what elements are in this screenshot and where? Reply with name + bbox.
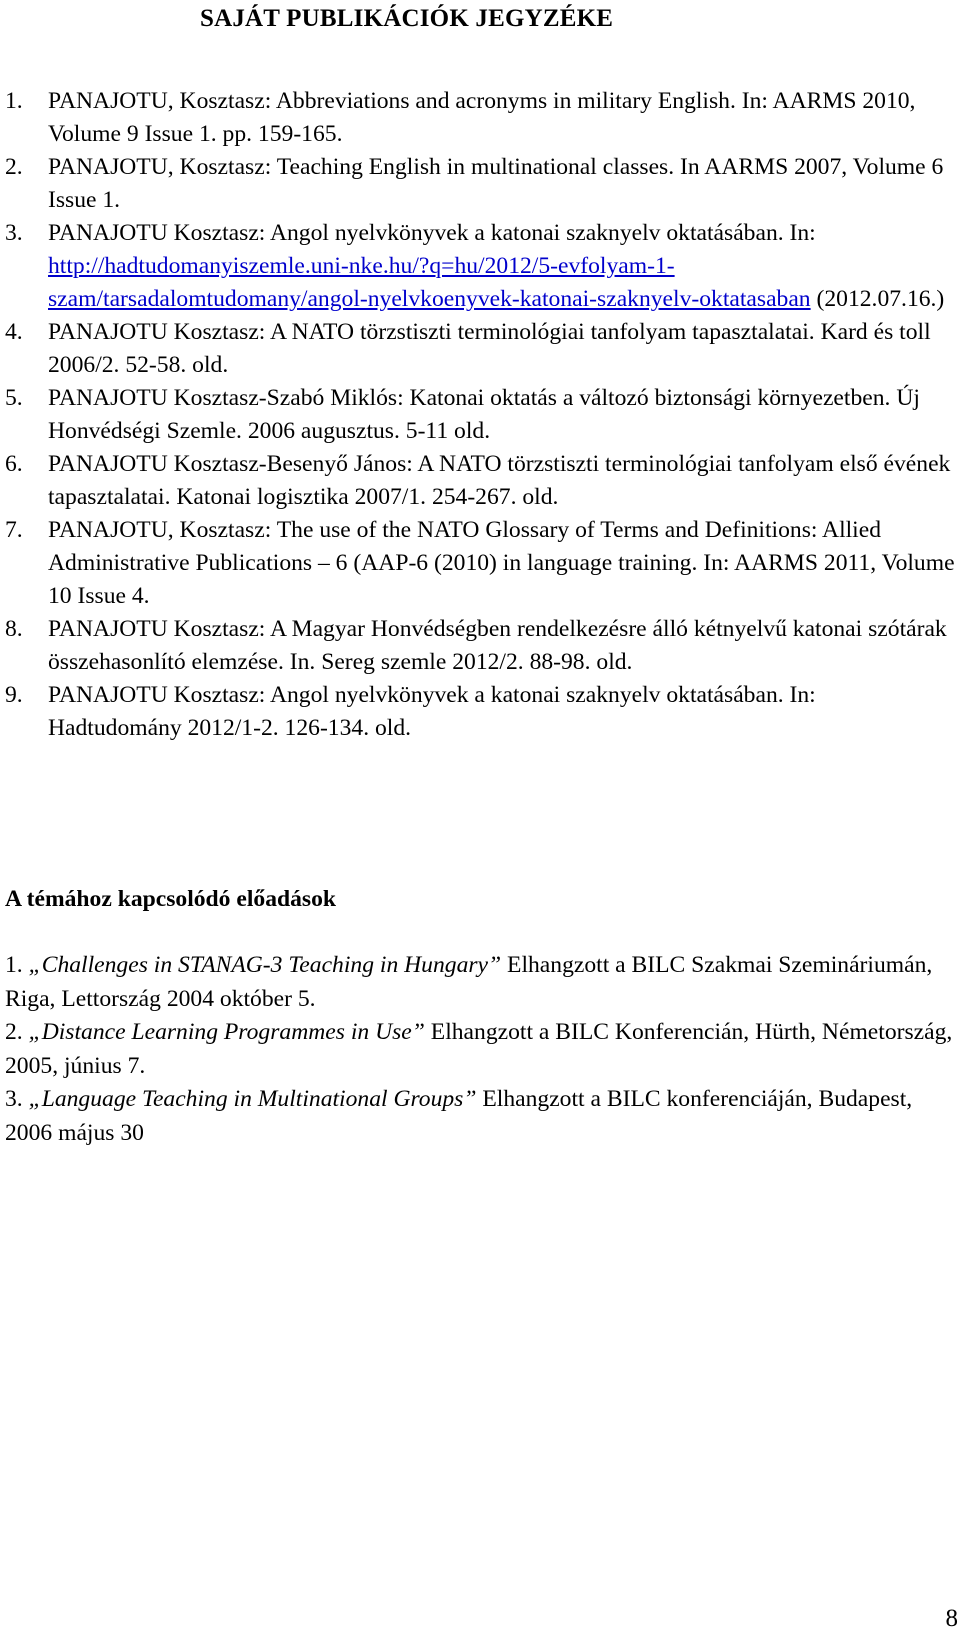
publication-text-lead: PANAJOTU Kosztasz: Angol nyelvkönyvek a katonai szaknyelv oktatásában. In: — [48, 220, 816, 246]
publication-text: PANAJOTU Kosztasz: A NATO törzstiszti terminológiai tanfolyam tapasztalatai. Kard és toll 2006/2. 52-58. old. — [48, 319, 931, 378]
publication-item-3 — [5, 217, 955, 316]
publication-number: 7. — [5, 517, 23, 543]
publication-number: 6. — [5, 451, 23, 477]
talk-details: Elhangzott a BILC Konferencián, Hürth, Németország, 2005, június 7. — [5, 1019, 953, 1079]
publication-number: 8. — [5, 616, 23, 642]
talk-item-2 — [5, 1016, 955, 1083]
publication-link[interactable]: http://hadtudomanyiszemle.uni-nke.hu/?q=hu/2012/5-evfolyam-1-szam/tarsadalomtudomany/angol-nyelvkoenyvek-katonai-szaknyelv-oktatasaban — [48, 253, 811, 312]
publication-number: 3. — [5, 220, 23, 246]
talk-details: Elhangzott a BILC Szakmai Szemináriumán, Riga, Lettország 2004 október 5. — [5, 952, 933, 1012]
page-title: SAJÁT PUBLIKÁCIÓK JEGYZÉKE — [200, 5, 614, 32]
talk-list — [5, 949, 955, 1150]
talk-number: 2. — [5, 1019, 29, 1045]
talk-number: 1. — [5, 952, 29, 978]
publication-item-5 — [5, 382, 955, 448]
publication-text: PANAJOTU Kosztasz: Angol nyelvkönyvek a katonai szaknyelv oktatásában. In: Hadtudomány 2012/1-2. 126-134. old. — [48, 682, 816, 741]
publication-text: PANAJOTU Kosztasz: A Magyar Honvédségben rendelkezésre álló kétnyelvű katonai szótárak összehasonlító elemzése. In. Sereg szemle 2012/2. 88-98. old. — [48, 616, 947, 675]
talk-title: „Challenges in STANAG-3 Teaching in Hungary” — [28, 952, 502, 978]
talk-item-3 — [5, 1083, 955, 1150]
publication-text: PANAJOTU, Kosztasz: Teaching English in multinational classes. In AARMS 2007, Volume 6 Issue 1. — [48, 154, 944, 213]
publication-number: 2. — [5, 154, 23, 180]
publication-item-2 — [5, 151, 955, 217]
publication-number: 4. — [5, 319, 23, 345]
publication-number: 9. — [5, 682, 23, 708]
publication-number: 5. — [5, 385, 23, 411]
publication-item-8 — [5, 613, 955, 679]
publication-item-4 — [5, 316, 955, 382]
publication-text: PANAJOTU Kosztasz-Szabó Miklós: Katonai oktatás a változó biztonsági környezetben. Új Honvédségi Szemle. 2006 augusztus. 5-11 old. — [48, 385, 920, 444]
publication-text-tail: (2012.07.16.) — [810, 286, 945, 312]
talk-item-1 — [5, 949, 955, 1016]
page-number: 8 — [945, 1605, 958, 1632]
talk-details: Elhangzott a BILC konferenciáján, Budapest, 2006 május 30 — [5, 1086, 913, 1146]
talk-number: 3. — [5, 1086, 29, 1112]
talk-title: „Distance Learning Programmes in Use” — [28, 1019, 425, 1045]
talk-title: „Language Teaching in Multinational Groups” — [28, 1086, 477, 1112]
publication-text: PANAJOTU, Kosztasz: The use of the NATO Glossary of Terms and Definitions: Allied Administrative Publications – 6 (AAP-6 (2010) in language training. In: AARMS 2011, Volume 10 Issue 4. — [48, 517, 955, 609]
publication-text: PANAJOTU, Kosztasz: Abbreviations and acronyms in military English. In: AARMS 2010, Volume 9 Issue 1. pp. 159-165. — [48, 88, 916, 147]
publication-list — [5, 85, 955, 745]
publication-item-1 — [5, 85, 955, 151]
publication-text — [48, 217, 955, 316]
publication-item-6 — [5, 448, 955, 514]
publication-item-9 — [5, 679, 955, 745]
section-heading-talks: A témához kapcsolódó előadások — [5, 886, 337, 912]
publication-number: 1. — [5, 88, 23, 114]
publication-text: PANAJOTU Kosztasz-Besenyő János: A NATO törzstiszti terminológiai tanfolyam első évének tapasztalatai. Katonai logisztika 2007/1. 254-267. old. — [48, 451, 951, 510]
publication-item-7 — [5, 514, 955, 613]
